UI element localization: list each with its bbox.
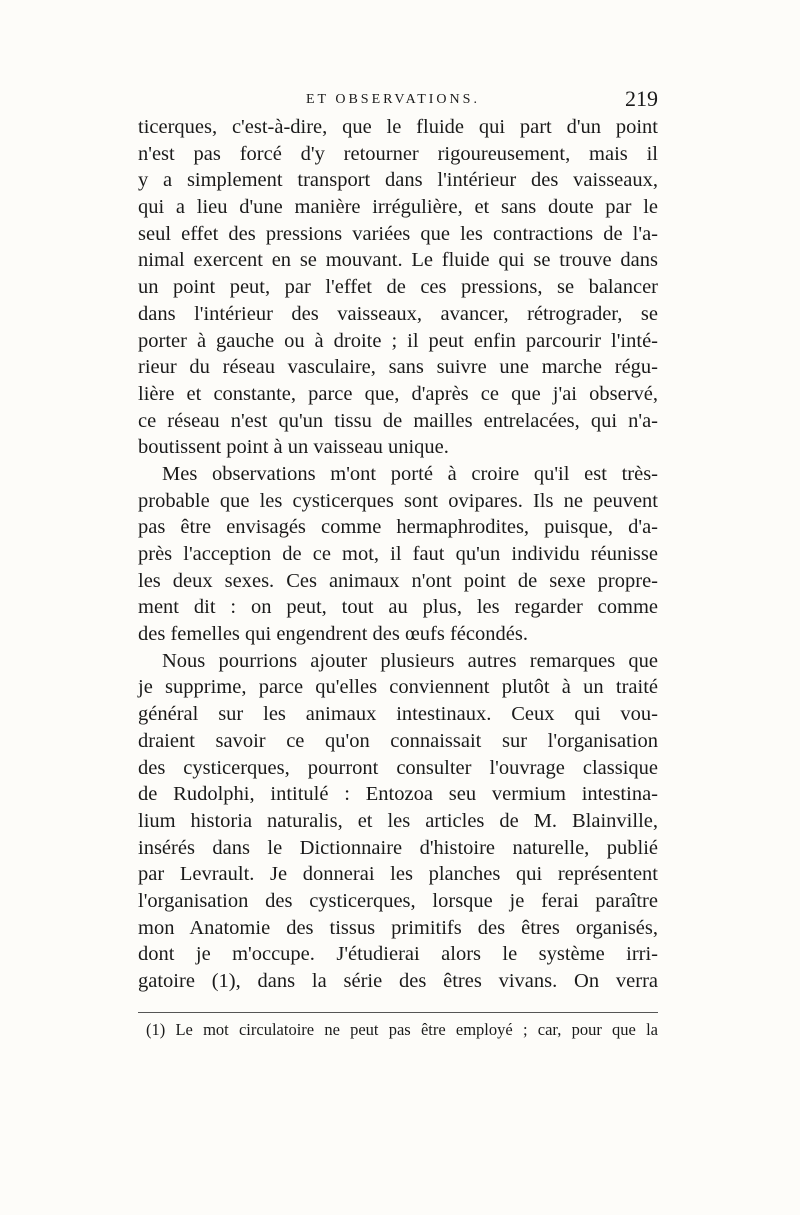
- text-line: de Rudolphi, intitulé : Entozoa seu vermium intestina-: [138, 783, 658, 806]
- running-title: ET OBSERVATIONS.: [306, 92, 480, 107]
- text-line: porter à gauche ou à droite ; il peut enfin parcourir l'inté-: [138, 329, 658, 352]
- footnote: (1) Le mot circulatoire ne peut pas être employé ; car, pour que la: [146, 1020, 658, 1039]
- running-header: [138, 86, 658, 114]
- footnote-divider: [138, 1012, 658, 1013]
- text-line: ticerques, c'est-à-dire, que le fluide qui part d'un point: [138, 116, 658, 138]
- text-line: l'organisation des cysticerques, lorsque je ferai paraître: [138, 889, 658, 912]
- text-line: nimal exercent en se mouvant. Le fluide qui se trouve dans: [138, 249, 658, 272]
- text-line: Mes observations m'ont porté à croire qu'il est très-: [162, 462, 658, 485]
- text-line: insérés dans le Dictionnaire d'histoire naturelle, publié: [138, 836, 658, 859]
- text-line: probable que les cysticerques sont ovipares. Ils ne peuvent: [138, 489, 658, 512]
- text-line: rieur du réseau vasculaire, sans suivre une marche régu-: [138, 356, 658, 379]
- body-text: [138, 114, 658, 995]
- text-line: près l'acception de ce mot, il faut qu'un individu réunisse: [138, 543, 658, 565]
- text-line: des femelles qui engendrent des œufs fécondés.: [138, 623, 528, 646]
- text-line: général sur les animaux intestinaux. Ceux qui vou-: [138, 703, 658, 726]
- text-line: les deux sexes. Ces animaux n'ont point de sexe propre-: [138, 569, 658, 592]
- text-line: n'est pas forcé d'y retourner rigoureusement, mais il: [138, 142, 658, 165]
- text-line: par Levrault. Je donnerai les planches qui représentent: [138, 863, 658, 886]
- text-line: pas être envisagés comme hermaphrodites, puisque, d'a-: [138, 516, 658, 539]
- text-line: mon Anatomie des tissus primitifs des êtres organisés,: [138, 916, 658, 939]
- text-line: boutissent point à un vaisseau unique.: [138, 436, 449, 459]
- text-line: dont je m'occupe. J'étudierai alors le système irri-: [138, 943, 658, 966]
- text-line: des cysticerques, pourront consulter l'ouvrage classique: [138, 756, 658, 779]
- text-line: draient savoir ce qu'on connaissait sur l'organisation: [138, 729, 658, 752]
- text-line: qui a lieu d'une manière irrégulière, et sans doute par le: [138, 196, 658, 219]
- text-line: gatoire (1), dans la série des êtres vivans. On verra: [138, 970, 658, 992]
- text-line: dans l'intérieur des vaisseaux, avancer, rétrograder, se: [138, 302, 658, 325]
- text-line: Nous pourrions ajouter plusieurs autres remarques que: [162, 649, 658, 672]
- text-line: un point peut, par l'effet de ces pressions, se balancer: [138, 276, 658, 299]
- text-line: y a simplement transport dans l'intérieur des vaisseaux,: [138, 169, 658, 192]
- text-line: ment dit : on peut, tout au plus, les regarder comme: [138, 596, 658, 619]
- text-line: seul effet des pressions variées que les contractions de l'a-: [138, 222, 658, 245]
- text-line: lière et constante, parce que, d'après ce que j'ai observé,: [138, 382, 658, 405]
- text-line: lium historia naturalis, et les articles de M. Blainville,: [138, 809, 658, 832]
- page-number: 219: [625, 86, 658, 111]
- text-line: je supprime, parce qu'elles conviennent plutôt à un traité: [138, 676, 658, 699]
- text-line: ce réseau n'est qu'un tissu de mailles entrelacées, qui n'a-: [138, 409, 658, 432]
